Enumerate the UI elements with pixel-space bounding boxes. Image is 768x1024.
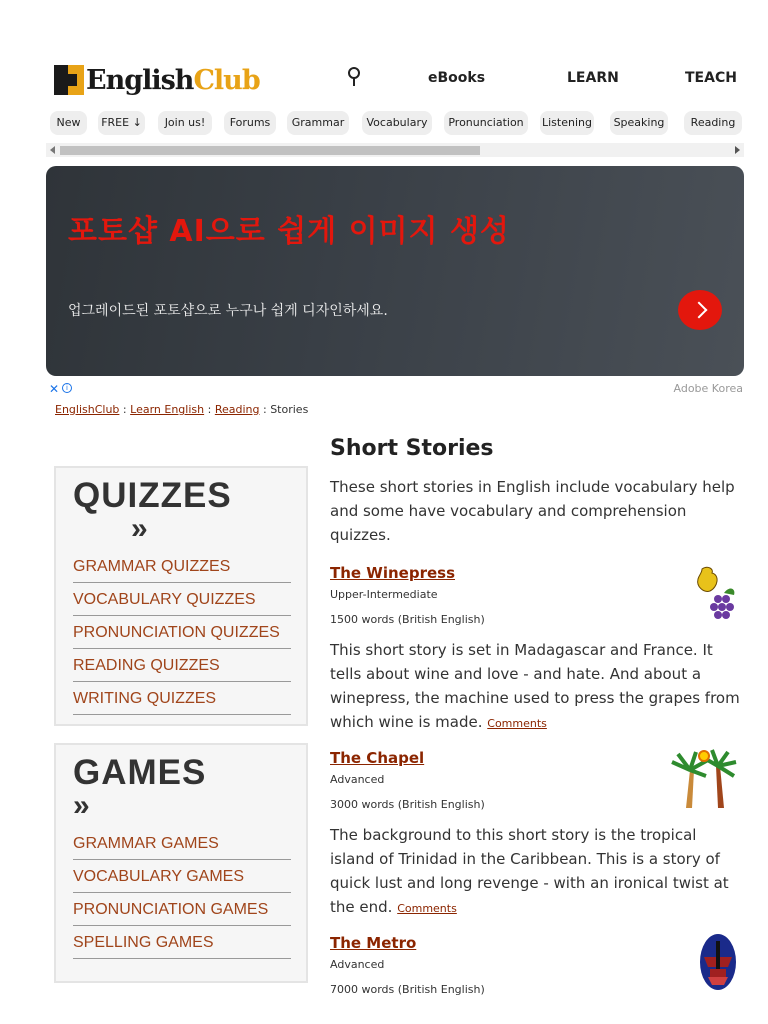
scroll-right-icon[interactable]: [735, 146, 740, 154]
story-metro: [330, 933, 740, 997]
breadcrumb-sep: :: [122, 403, 127, 416]
sidebar-link[interactable]: WRITING QUIZZES: [73, 690, 217, 707]
story-title-link[interactable]: The Metro: [330, 934, 417, 952]
scrollbar-thumb[interactable]: [60, 146, 480, 155]
story-description: [330, 638, 740, 736]
pill-free[interactable]: FREE ↓: [98, 111, 145, 135]
breadcrumb-sep: :: [207, 403, 212, 416]
search-icon[interactable]: [345, 66, 363, 88]
breadcrumb-learn-english[interactable]: Learn English: [130, 403, 205, 416]
sidebar-item-grammar-quizzes[interactable]: [73, 550, 291, 583]
scroll-left-icon[interactable]: [50, 146, 55, 154]
breadcrumb-current: Stories: [270, 403, 309, 416]
sidebar-item-reading-quizzes[interactable]: [73, 649, 291, 682]
intro-text: These short stories in English include vocabulary help and some have vocabulary and comprehension quizzes.: [330, 478, 735, 544]
comments-link[interactable]: Comments: [397, 902, 457, 915]
story-word-count: 3000 words (British English): [330, 798, 485, 811]
story-level: Advanced: [330, 773, 385, 786]
games-raquo-icon[interactable]: »: [73, 789, 90, 822]
mask-icon[interactable]: [698, 933, 738, 991]
quizzes-raquo-icon[interactable]: »: [131, 512, 148, 545]
sidebar-item-grammar-games[interactable]: [73, 827, 291, 860]
pill-join-us[interactable]: Join us!: [158, 111, 212, 135]
sidebar-item-pronunciation-quizzes[interactable]: [73, 616, 291, 649]
sidebar-link[interactable]: SPELLING GAMES: [73, 934, 214, 951]
logo-text: [86, 65, 260, 96]
ad-info-icon[interactable]: i: [62, 383, 72, 393]
sidebar-link[interactable]: VOCABULARY QUIZZES: [73, 591, 256, 608]
sidebar-link[interactable]: PRONUNCIATION GAMES: [73, 901, 269, 918]
ad-close-icon[interactable]: ✕: [49, 382, 60, 396]
ad-title: 포토샵 AI으로 쉽게 이미지 생성: [68, 214, 510, 249]
ad-subtitle: 업그레이드된 포토샵으로 누구나 쉽게 디자인하세요.: [68, 303, 388, 319]
pill-grammar[interactable]: Grammar: [287, 111, 349, 135]
logo-text-english: English: [86, 64, 194, 96]
games-heading[interactable]: GAMES: [73, 753, 207, 792]
quizzes-box: [54, 466, 308, 726]
nav-ebooks[interactable]: eBooks: [428, 70, 486, 86]
pill-vocabulary[interactable]: Vocabulary: [362, 111, 432, 135]
sidebar-item-writing-quizzes[interactable]: [73, 682, 291, 715]
logo-mark-icon: [54, 65, 84, 95]
pill-listening[interactable]: Listening: [540, 111, 594, 135]
breadcrumb: [55, 403, 308, 416]
story-title-link[interactable]: The Winepress: [330, 564, 456, 582]
games-box: [54, 743, 308, 983]
story-word-count: 7000 words (British English): [330, 983, 485, 996]
pill-speaking[interactable]: Speaking: [610, 111, 668, 135]
pill-reading[interactable]: Reading: [684, 111, 742, 135]
ad-source[interactable]: Adobe Korea: [673, 382, 743, 395]
sidebar-item-pronunciation-games[interactable]: [73, 893, 291, 926]
breadcrumb-sep: :: [262, 403, 267, 416]
palm-trees-icon[interactable]: [668, 748, 738, 808]
story-description-text: This short story is set in Madagascar and France. It tells about wine and love - and hate. And about a winepress, the machine used to press the grapes from which wine is made.: [330, 641, 740, 731]
pill-forums[interactable]: Forums: [224, 111, 276, 135]
wine-grapes-icon[interactable]: [694, 563, 738, 623]
sidebar-item-spelling-games[interactable]: [73, 926, 291, 959]
category-pills: [50, 111, 750, 135]
sidebar-item-vocabulary-quizzes[interactable]: [73, 583, 291, 616]
story-description: [330, 823, 740, 921]
ad-arrow-button[interactable]: [678, 290, 722, 330]
story-level: Advanced: [330, 958, 385, 971]
sidebar-link[interactable]: GRAMMAR QUIZZES: [73, 558, 231, 575]
sidebar-item-vocabulary-games[interactable]: [73, 860, 291, 893]
ad-banner[interactable]: [46, 166, 744, 376]
pill-pronunciation[interactable]: Pronunciation: [444, 111, 528, 135]
breadcrumb-reading[interactable]: Reading: [214, 403, 260, 416]
sidebar-link[interactable]: VOCABULARY GAMES: [73, 868, 245, 885]
englishclub-logo[interactable]: [54, 62, 260, 98]
sidebar-link[interactable]: GRAMMAR GAMES: [73, 835, 219, 852]
story-winepress: [330, 563, 740, 736]
breadcrumb-englishclub[interactable]: EnglishClub: [55, 403, 120, 416]
main-content: [330, 436, 740, 1008]
comments-link[interactable]: Comments: [487, 717, 547, 730]
page-title: Short Stories: [330, 436, 494, 461]
nav-learn[interactable]: LEARN: [567, 70, 619, 86]
story-title-link[interactable]: The Chapel: [330, 749, 425, 767]
quizzes-heading[interactable]: QUIZZES: [73, 476, 232, 515]
story-description-text: The background to this short story is the tropical island of Trinidad in the Caribbean. This is a story of quick lust and long revenge - with an ironical twist at the end.: [330, 826, 729, 916]
story-chapel: [330, 748, 740, 921]
sidebar-link[interactable]: PRONUNCIATION QUIZZES: [73, 624, 280, 641]
sidebar-link[interactable]: READING QUIZZES: [73, 657, 220, 674]
pills-scrollbar[interactable]: [46, 143, 744, 157]
story-word-count: 1500 words (British English): [330, 613, 485, 626]
logo-text-club: Club: [193, 64, 260, 96]
pill-new[interactable]: New: [50, 111, 87, 135]
story-level: Upper-Intermediate: [330, 588, 438, 601]
nav-teach[interactable]: TEACH: [685, 70, 737, 86]
